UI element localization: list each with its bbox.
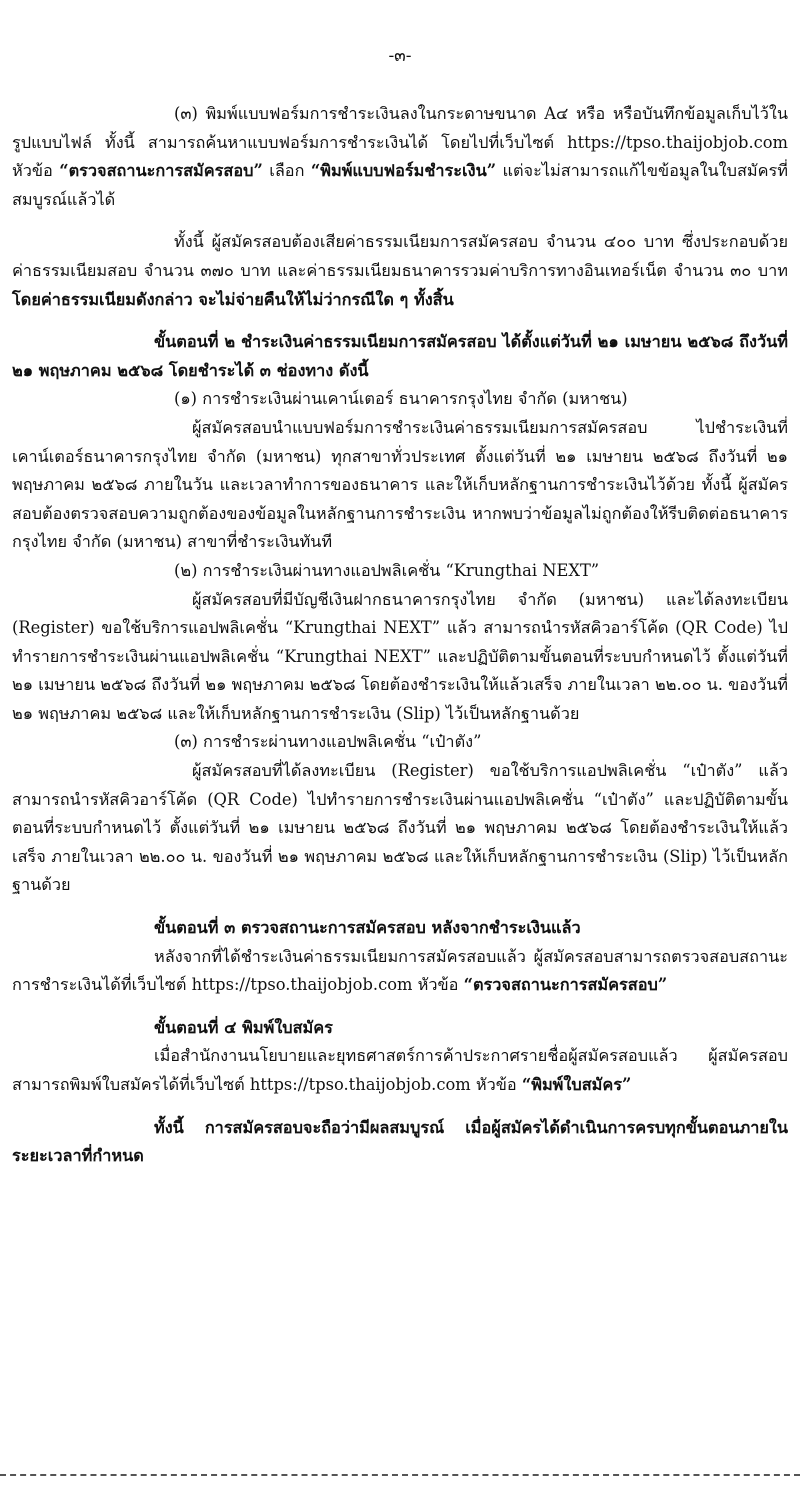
step-4-heading: ขั้นตอนที่ ๔ พิมพ์ใบสมัคร <box>154 1017 333 1037</box>
document-body <box>12 100 788 1171</box>
fee-nonrefundable-note: โดยค่าธรรมเนียมดังกล่าว จะไม่จ่ายคืนให้ไม่ว่ากรณีใด ๆ ทั้งสิ้น <box>12 289 454 309</box>
step-3-body <box>12 943 788 1000</box>
step-4-body <box>12 1042 788 1099</box>
bottom-divider <box>0 1474 800 1476</box>
text-run: (๓) พิมพ์แบบฟอร์มการชำระเงินลงในกระดาษขนาด A๔ หรือ หรือบันทึกข้อมูลเก็บไว้ในรูปแบบไฟล์ ทั้งนี้ สามารถค้นหาแบบฟอร์มการชำระเงินได้ โดยไปที่เว็บไซต์ https://tpso.thaijobjob.com หัวข้อ <box>12 104 788 181</box>
final-note: ทั้งนี้ การสมัครสอบจะถือว่ามีผลสมบูรณ์ เมื่อผู้สมัครได้ดำเนินการครบทุกขั้นตอนภายในระยะเวลาที่กำหนด <box>12 1117 788 1166</box>
channel-2-body: ผู้สมัครสอบที่มีบัญชีเงินฝากธนาคารกรุงไทย จำกัด (มหาชน) และได้ลงทะเบียน (Register) ขอใช้บริการแอปพลิเคชั่น “Krungthai NEXT” แล้ว สามารถนำรหัสคิวอาร์โค้ด (QR Code) ไปทำรายการชำระเงินผ่านแอปพลิเคชั่น “Krungthai NEXT” และปฏิบัติตามขั้นตอนที่ระบบกำหนดไว้ ตั้งแต่วันที่ ๒๑ เมษายน ๒๕๖๘ ถึงวันที่ ๒๑ พฤษภาคม ๒๕๖๘ โดยต้องชำระเงินให้แล้วเสร็จ ภายในเวลา ๒๒.๐๐ น. ของวันที่ ๒๑ พฤษภาคม ๒๕๖๘ และให้เก็บหลักฐานการชำระเงิน (Slip) ไว้เป็นหลักฐานด้วย <box>12 589 789 723</box>
text-run: เลือก <box>262 161 311 181</box>
link-label-print-application: “พิมพ์ใบสมัคร” <box>521 1075 632 1094</box>
link-label-print-payment-form: “พิมพ์แบบฟอร์มชำระเงิน” <box>310 161 497 181</box>
text-run: เมื่อสำนักงานนโยบายและยุทธศาสตร์การค้าประกาศรายชื่อผู้สมัครสอบแล้ว ผู้สมัครสอบสามารถพิมพ์ใบสมัครได้ที่เว็บไซต์ https://tpso.thaijobjob.com หัวข้อ <box>12 1046 788 1094</box>
link-label-check-status: “ตรวจสถานะการสมัครสอบ” <box>463 975 668 995</box>
paragraph-fee-details <box>12 228 788 314</box>
step-3-heading: ขั้นตอนที่ ๓ ตรวจสถานะการสมัครสอบ หลังจากชำระเงินแล้ว <box>154 918 581 938</box>
paragraph-print-payment-form <box>12 100 788 214</box>
channel-2-title: (๒) การชำระเงินผ่านทางแอปพลิเคชั่น “Krungthai NEXT” <box>174 560 600 580</box>
page-number: -๓- <box>388 46 412 66</box>
channel-1-body: ผู้สมัครสอบนำแบบฟอร์มการชำระเงินค่าธรรมเนียมการสมัครสอบ ไปชำระเงินที่เคาน์เตอร์ธนาคารกรุงไทย จำกัด (มหาชน) ทุกสาขาทั่วประเทศ ตั้งแต่วันที่ ๒๑ เมษายน ๒๕๖๘ ถึงวันที่ ๒๑ พฤษภาคม ๒๕๖๘ ภายในวัน และเวลาทำการของธนาคาร และให้เก็บหลักฐานการชำระเงินไว้ด้วย ทั้งนี้ ผู้สมัครสอบต้องตรวจสอบความถูกต้องของข้อมูลในหลักฐานการชำระเงิน หากพบว่าข้อมูลไม่ถูกต้องให้รีบติดต่อธนาคารกรุงไทย จำกัด (มหาชน) สาขาที่ชำระเงินทันที <box>12 417 788 552</box>
text-run: ทั้งนี้ ผู้สมัครสอบต้องเสียค่าธรรมเนียมการสมัครสอบ จำนวน ๔๐๐ บาท ซึ่งประกอบด้วยค่าธรรมเนียมสอบ จำนวน ๓๗๐ บาท และค่าธรรมเนียมธนาคารรวมค่าบริการทางอินเทอร์เน็ต จำนวน ๓๐ บาท <box>12 232 788 280</box>
channel-1-title: (๑) การชำระเงินผ่านเคาน์เตอร์ ธนาคารกรุงไทย จำกัด (มหาชน) <box>174 389 628 409</box>
link-label-check-status: “ตรวจสถานะการสมัครสอบ” <box>59 161 263 181</box>
step-2-heading: ขั้นตอนที่ ๒ ชำระเงินค่าธรรมเนียมการสมัครสอบ ได้ตั้งแต่วันที่ ๒๑ เมษายน ๒๕๖๘ ถึงวันที่ ๒๑ พฤษภาคม ๒๕๖๘ โดยชำระได้ ๓ ช่องทาง ดังนี้ <box>12 332 788 380</box>
channel-3-body: ผู้สมัครสอบที่ได้ลงทะเบียน (Register) ขอใช้บริการแอปพลิเคชั่น “เป๋าตัง” แล้ว สามารถนำรหัสคิวอาร์โค้ด (QR Code) ไปทำรายการชำระเงินผ่านแอปพลิเคชั่น “เป๋าตัง” และปฏิบัติตามขั้นตอนที่ระบบกำหนดไว้ ตั้งแต่วันที่ ๒๑ เมษายน ๒๕๖๘ ถึงวันที่ ๒๑ พฤษภาคม ๒๕๖๘ โดยต้องชำระเงินให้แล้วเสร็จ ภายในเวลา ๒๒.๐๐ น. ของวันที่ ๒๑ พฤษภาคม ๒๕๖๘ และให้เก็บหลักฐานการชำระเงิน (Slip) ไว้เป็นหลักฐานด้วย <box>12 761 788 895</box>
text-run: หลังจากที่ได้ชำระเงินค่าธรรมเนียมการสมัครสอบแล้ว ผู้สมัครสอบสามารถตรวจสอบสถานะการชำระเงินได้ที่เว็บไซต์ https://tpso.thaijobjob.com หัวข้อ <box>12 946 788 995</box>
channel-3-title: (๓) การชำระผ่านทางแอปพลิเคชั่น “เป๋าตัง” <box>174 732 482 752</box>
text-run: แต่จะไม่สามารถแก้ไขข้อมูลในใบสมัครที่สมบูรณ์แล้วได้ <box>12 161 788 209</box>
